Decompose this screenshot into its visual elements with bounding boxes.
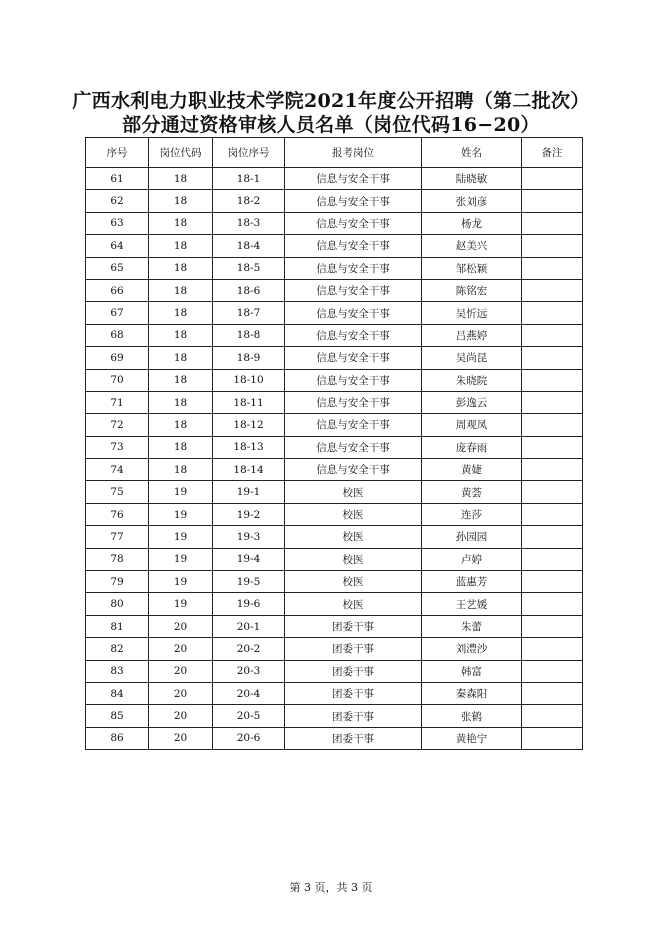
table-row [86, 414, 583, 436]
cell-remarks [522, 593, 583, 615]
header-position-code: 岗位代码 [149, 138, 213, 168]
header-remarks: 备注 [522, 138, 583, 168]
cell-position: 信息与安全干事 [285, 190, 422, 212]
document-title-line2: 部分通过资格审核人员名单（岗位代码16−20） [122, 114, 540, 136]
cell-position-code: 20 [149, 727, 213, 749]
header-name: 姓名 [422, 138, 522, 168]
table-row [86, 481, 583, 503]
header-position: 报考岗位 [285, 138, 422, 168]
cell-position-code: 18 [149, 279, 213, 301]
table-row [86, 660, 583, 682]
cell-position: 信息与安全干事 [285, 369, 422, 391]
cell-position-code: 19 [149, 526, 213, 548]
cell-serial: 70 [86, 369, 149, 391]
table-row [86, 459, 583, 481]
cell-position-serial: 18-2 [213, 190, 285, 212]
cell-remarks [522, 414, 583, 436]
table-row [86, 727, 583, 749]
cell-remarks [522, 302, 583, 324]
cell-position: 校医 [285, 503, 422, 525]
header-serial: 序号 [86, 138, 149, 168]
table-row [86, 391, 583, 413]
cell-remarks [522, 168, 583, 190]
cell-name: 秦森阳 [422, 682, 522, 704]
cell-position: 团委干事 [285, 615, 422, 637]
table-row [86, 279, 583, 301]
cell-position-serial: 19-2 [213, 503, 285, 525]
cell-position: 信息与安全干事 [285, 257, 422, 279]
table-row [86, 436, 583, 458]
cell-serial: 80 [86, 593, 149, 615]
cell-serial: 75 [86, 481, 149, 503]
cell-position-code: 18 [149, 235, 213, 257]
cell-remarks [522, 705, 583, 727]
table-row [86, 526, 583, 548]
cell-position: 信息与安全干事 [285, 279, 422, 301]
document-title-line1: 广西水利电力职业技术学院2021年度公开招聘（第二批次） [72, 90, 590, 112]
cell-serial: 73 [86, 436, 149, 458]
cell-name: 吕燕婷 [422, 324, 522, 346]
cell-position-code: 19 [149, 481, 213, 503]
cell-remarks [522, 571, 583, 593]
table-row [86, 257, 583, 279]
cell-name: 杨龙 [422, 212, 522, 234]
cell-name: 王艺媛 [422, 593, 522, 615]
cell-remarks [522, 235, 583, 257]
cell-position: 校医 [285, 593, 422, 615]
cell-serial: 82 [86, 638, 149, 660]
cell-name: 陈铭宏 [422, 279, 522, 301]
cell-position: 信息与安全干事 [285, 459, 422, 481]
cell-name: 陆晓敏 [422, 168, 522, 190]
cell-serial: 86 [86, 727, 149, 749]
cell-position-code: 20 [149, 638, 213, 660]
table-row [86, 235, 583, 257]
cell-position-serial: 18-14 [213, 459, 285, 481]
cell-position-code: 18 [149, 168, 213, 190]
cell-serial: 61 [86, 168, 149, 190]
cell-name: 韩富 [422, 660, 522, 682]
cell-name: 连莎 [422, 503, 522, 525]
cell-position-code: 19 [149, 571, 213, 593]
table-row [86, 593, 583, 615]
cell-position: 信息与安全干事 [285, 302, 422, 324]
cell-position-code: 20 [149, 615, 213, 637]
cell-position-serial: 18-6 [213, 279, 285, 301]
cell-name: 黄荟 [422, 481, 522, 503]
cell-position: 信息与安全干事 [285, 235, 422, 257]
table-row [86, 638, 583, 660]
cell-name: 孙园园 [422, 526, 522, 548]
cell-serial: 76 [86, 503, 149, 525]
cell-position-serial: 19-6 [213, 593, 285, 615]
cell-name: 张鹤 [422, 705, 522, 727]
cell-position-serial: 18-12 [213, 414, 285, 436]
table-row [86, 347, 583, 369]
cell-remarks [522, 190, 583, 212]
table-row [86, 615, 583, 637]
cell-remarks [522, 526, 583, 548]
cell-remarks [522, 369, 583, 391]
cell-serial: 78 [86, 548, 149, 570]
cell-position: 团委干事 [285, 682, 422, 704]
cell-position-serial: 18-3 [213, 212, 285, 234]
cell-name: 邹松颖 [422, 257, 522, 279]
cell-position-serial: 20-2 [213, 638, 285, 660]
cell-remarks [522, 481, 583, 503]
table-row [86, 369, 583, 391]
cell-position: 校医 [285, 481, 422, 503]
table-row [86, 682, 583, 704]
cell-position-serial: 20-3 [213, 660, 285, 682]
cell-position: 团委干事 [285, 705, 422, 727]
cell-remarks [522, 212, 583, 234]
cell-position: 信息与安全干事 [285, 436, 422, 458]
cell-position-serial: 18-10 [213, 369, 285, 391]
cell-name: 卢婷 [422, 548, 522, 570]
cell-position: 信息与安全干事 [285, 347, 422, 369]
cell-name: 张刘彦 [422, 190, 522, 212]
cell-serial: 64 [86, 235, 149, 257]
cell-position-serial: 19-5 [213, 571, 285, 593]
table-row [86, 302, 583, 324]
table-row [86, 548, 583, 570]
cell-serial: 84 [86, 682, 149, 704]
cell-position-serial: 19-1 [213, 481, 285, 503]
cell-serial: 83 [86, 660, 149, 682]
cell-position-code: 19 [149, 503, 213, 525]
cell-position-code: 18 [149, 414, 213, 436]
cell-position-serial: 18-11 [213, 391, 285, 413]
cell-position: 信息与安全干事 [285, 324, 422, 346]
cell-position: 校医 [285, 526, 422, 548]
cell-remarks [522, 347, 583, 369]
cell-position-code: 18 [149, 391, 213, 413]
cell-position-code: 18 [149, 459, 213, 481]
cell-position: 信息与安全干事 [285, 168, 422, 190]
cell-remarks [522, 727, 583, 749]
cell-serial: 66 [86, 279, 149, 301]
cell-name: 刘澧沙 [422, 638, 522, 660]
cell-position-serial: 18-13 [213, 436, 285, 458]
cell-name: 吴忻远 [422, 302, 522, 324]
cell-position-serial: 18-1 [213, 168, 285, 190]
cell-remarks [522, 682, 583, 704]
cell-remarks [522, 279, 583, 301]
cell-position: 团委干事 [285, 660, 422, 682]
cell-serial: 71 [86, 391, 149, 413]
cell-position: 信息与安全干事 [285, 391, 422, 413]
cell-name: 赵美兴 [422, 235, 522, 257]
table-row [86, 212, 583, 234]
cell-serial: 74 [86, 459, 149, 481]
cell-position-serial: 18-7 [213, 302, 285, 324]
cell-remarks [522, 660, 583, 682]
cell-position-code: 18 [149, 436, 213, 458]
cell-remarks [522, 459, 583, 481]
cell-position-code: 18 [149, 369, 213, 391]
cell-position-code: 18 [149, 257, 213, 279]
cell-name: 吴尚昆 [422, 347, 522, 369]
cell-name: 彭逸云 [422, 391, 522, 413]
cell-remarks [522, 638, 583, 660]
cell-remarks [522, 391, 583, 413]
cell-name: 黄艳宁 [422, 727, 522, 749]
cell-serial: 63 [86, 212, 149, 234]
cell-position-code: 20 [149, 682, 213, 704]
table-row [86, 190, 583, 212]
cell-position: 校医 [285, 571, 422, 593]
cell-name: 蓝惠芳 [422, 571, 522, 593]
page-footer: 第 3 页，共 3 页 [289, 881, 373, 894]
cell-remarks [522, 548, 583, 570]
cell-serial: 67 [86, 302, 149, 324]
header-position-serial: 岗位序号 [213, 138, 285, 168]
cell-position-serial: 18-5 [213, 257, 285, 279]
cell-position-serial: 18-9 [213, 347, 285, 369]
cell-position-serial: 19-3 [213, 526, 285, 548]
table-row [86, 324, 583, 346]
cell-position-serial: 19-4 [213, 548, 285, 570]
cell-position-serial: 18-4 [213, 235, 285, 257]
cell-position-code: 18 [149, 190, 213, 212]
cell-position: 团委干事 [285, 727, 422, 749]
cell-position-code: 18 [149, 212, 213, 234]
cell-serial: 72 [86, 414, 149, 436]
cell-remarks [522, 257, 583, 279]
cell-position-serial: 20-4 [213, 682, 285, 704]
candidate-table [85, 137, 583, 750]
table-header-row [86, 138, 583, 168]
cell-remarks [522, 503, 583, 525]
cell-serial: 62 [86, 190, 149, 212]
cell-name: 周观凤 [422, 414, 522, 436]
cell-name: 朱晓院 [422, 369, 522, 391]
cell-remarks [522, 324, 583, 346]
cell-serial: 68 [86, 324, 149, 346]
cell-position-code: 19 [149, 548, 213, 570]
cell-name: 黄婕 [422, 459, 522, 481]
table-row [86, 168, 583, 190]
cell-position-code: 20 [149, 705, 213, 727]
cell-position-code: 18 [149, 347, 213, 369]
cell-name: 庞春雨 [422, 436, 522, 458]
cell-remarks [522, 615, 583, 637]
table-row [86, 705, 583, 727]
cell-serial: 79 [86, 571, 149, 593]
cell-serial: 77 [86, 526, 149, 548]
cell-position-serial: 20-6 [213, 727, 285, 749]
cell-remarks [522, 436, 583, 458]
cell-position-serial: 20-1 [213, 615, 285, 637]
cell-position: 信息与安全干事 [285, 414, 422, 436]
table-row [86, 571, 583, 593]
cell-serial: 69 [86, 347, 149, 369]
cell-position-code: 19 [149, 593, 213, 615]
cell-serial: 81 [86, 615, 149, 637]
cell-position: 信息与安全干事 [285, 212, 422, 234]
table-row [86, 503, 583, 525]
cell-position-serial: 20-5 [213, 705, 285, 727]
cell-position: 团委干事 [285, 638, 422, 660]
cell-position-code: 18 [149, 302, 213, 324]
cell-position-code: 20 [149, 660, 213, 682]
cell-position-serial: 18-8 [213, 324, 285, 346]
cell-serial: 65 [86, 257, 149, 279]
cell-position: 校医 [285, 548, 422, 570]
cell-position-code: 18 [149, 324, 213, 346]
cell-name: 朱蕾 [422, 615, 522, 637]
cell-serial: 85 [86, 705, 149, 727]
